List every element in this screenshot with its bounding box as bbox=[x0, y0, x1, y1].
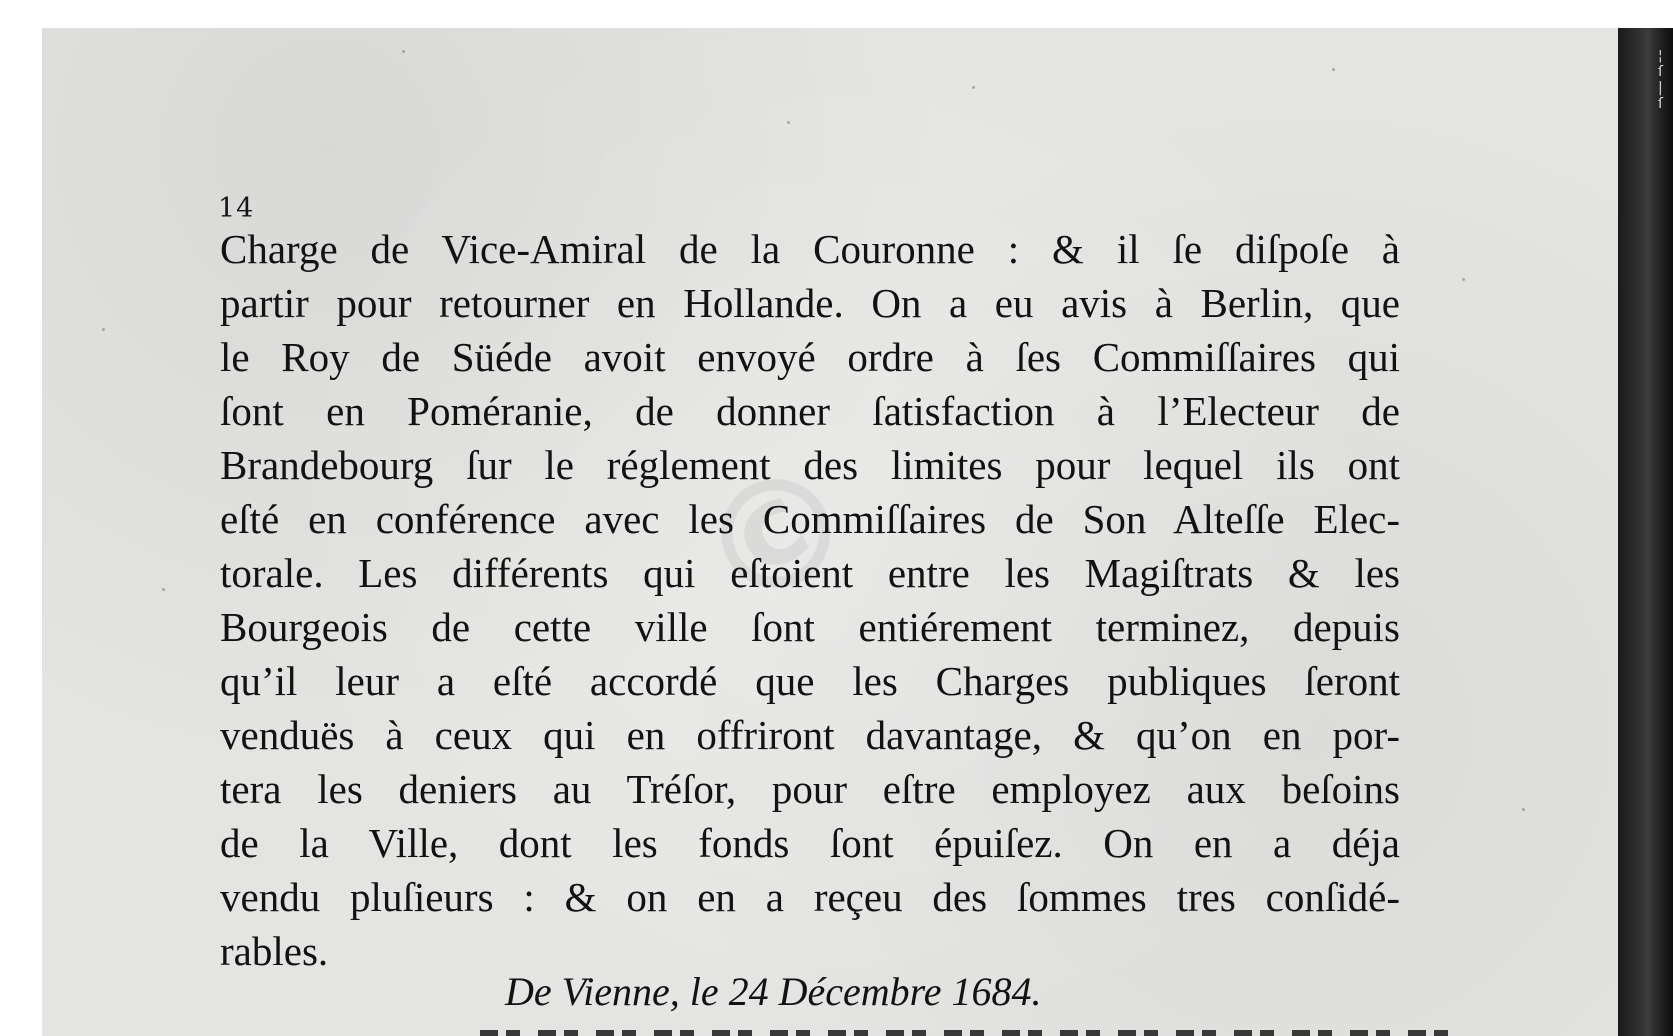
paper-speck bbox=[162, 588, 165, 591]
paper-speck bbox=[1522, 808, 1525, 811]
library-watermark: © bbox=[668, 420, 892, 650]
book-gutter-shadow bbox=[1618, 28, 1673, 1036]
paper-speck bbox=[787, 121, 790, 124]
text-line: ſont en Poméranie, de donner ſatisfaction à l’Electeur de bbox=[220, 388, 1400, 434]
scan-margin-left bbox=[0, 0, 42, 1036]
text-line: venduës à ceux qui en offriront davantage, & qu’on en por- bbox=[220, 712, 1400, 758]
article-body bbox=[220, 222, 1400, 978]
page-number: 14 bbox=[218, 193, 255, 224]
dateline-heading: De Vienne, le 24 Décembre 1684. bbox=[505, 969, 1042, 1014]
text-line: Brandebourg ſur le réglement des limites pour lequel ils ont bbox=[220, 442, 1400, 488]
gutter-marks: ¦ ſ | ſ bbox=[1658, 48, 1663, 112]
text-line: Bourgeois de cette ville ſont entiérement terminez, depuis bbox=[220, 604, 1400, 650]
text-line: torale. Les différents qui eſtoient entre les Magiſtrats & les bbox=[220, 550, 1400, 596]
paper-speck bbox=[1462, 278, 1465, 281]
paper-speck bbox=[102, 328, 105, 331]
paper-speck bbox=[402, 50, 405, 53]
text-line: de la Ville, dont les fonds ſont épuiſez. On en a déja bbox=[220, 820, 1400, 866]
scan-margin-top bbox=[0, 0, 1673, 30]
text-line: Charge de Vice-Amiral de la Couronne : & il ſe diſpoſe à bbox=[220, 226, 1400, 272]
text-line: le Roy de Süéde avoit envoyé ordre à ſes Commiſſaires qui bbox=[220, 334, 1400, 380]
text-line: rables. bbox=[220, 928, 329, 974]
cut-off-next-line bbox=[480, 1022, 1460, 1036]
text-line: partir pour retourner en Hollande. On a eu avis à Berlin, que bbox=[220, 280, 1400, 326]
paper-speck bbox=[972, 86, 975, 89]
text-line: qu’il leur a eſté accordé que les Charges publiques ſeront bbox=[220, 658, 1400, 704]
text-line: tera les deniers au Tréſor, pour eſtre employez aux beſoins bbox=[220, 766, 1400, 812]
paper-speck bbox=[1332, 68, 1335, 71]
text-line: vendu pluſieurs : & on en a reçeu des ſommes tres conſidé- bbox=[220, 874, 1400, 920]
text-line: eſté en conférence avec les Commiſſaires de Son Alteſſe Elec- bbox=[220, 496, 1400, 542]
